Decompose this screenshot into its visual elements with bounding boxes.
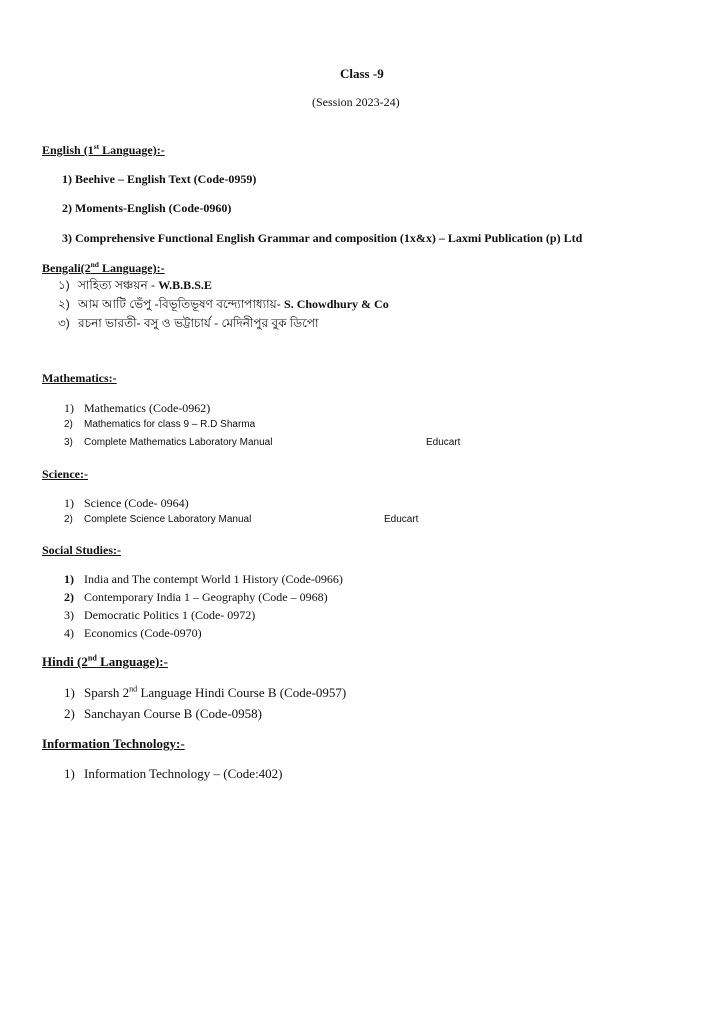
math-item-3-publisher: Educart [426,437,461,448]
hindi-item-2: 2) Sanchayan Course B (Code-0958) [64,706,262,721]
science-item-2: 2) Complete Science Laboratory Manual [64,514,252,525]
science-heading: Science:- [42,467,88,481]
math-item-2: 2) Mathematics for class 9 – R.D Sharma [64,419,256,430]
social-item-1: 1) India and The contempt World 1 History (Code-0966) [64,572,343,586]
it-heading: Information Technology:- [42,736,185,751]
bengali-item-3: ৩) রচনা ভারতী- বসু ও ভট্টাচার্য - মেদিনীপুর বুক ডিপো [58,316,319,330]
science-item-2-publisher: Educart [384,514,419,525]
bengali-item-2: ২) আম আটি ভেঁপু -বিভূতিভূষণ বন্দ্যোপাধ্যায়- S. Chowdhury & Co [58,297,389,311]
math-item-3: 3) Complete Mathematics Laboratory Manual [64,437,273,448]
social-item-2: 2) Contemporary India 1 – Geography (Code – 0968) [64,590,328,604]
social-item-4: 4) Economics (Code-0970) [64,626,202,640]
english-item-3: 3) Comprehensive Functional English Grammar and composition (1x&x) – Laxmi Publication (p) Ltd [62,231,583,245]
mathematics-heading: Mathematics:- [42,371,117,385]
hindi-heading: Hindi (2nd Language):- [42,653,168,669]
science-item-1: 1) Science (Code- 0964) [64,496,189,510]
bengali-item-1: ১) সাহিত্য সঞ্চয়ন - W.B.B.S.E [58,278,212,292]
it-item-1: 1) Information Technology – (Code:402) [64,766,283,781]
math-item-1: 1) Mathematics (Code-0962) [64,401,211,415]
hindi-item-1: 1) Sparsh 2nd Language Hindi Course B (Code-0957) [64,684,347,700]
page-title: Class -9 [340,66,384,81]
session-label: (Session 2023-24) [312,95,400,109]
english-item-1: 1) Beehive – English Text (Code-0959) [62,172,257,186]
english-item-2: 2) Moments-English (Code-0960) [62,201,232,215]
bengali-heading: Bengali(2nd Language):- [42,260,165,275]
social-item-3: 3) Democratic Politics 1 (Code- 0972) [64,608,256,622]
english-heading: English (1st Language):- [42,142,165,157]
social-studies-heading: Social Studies:- [42,543,122,557]
